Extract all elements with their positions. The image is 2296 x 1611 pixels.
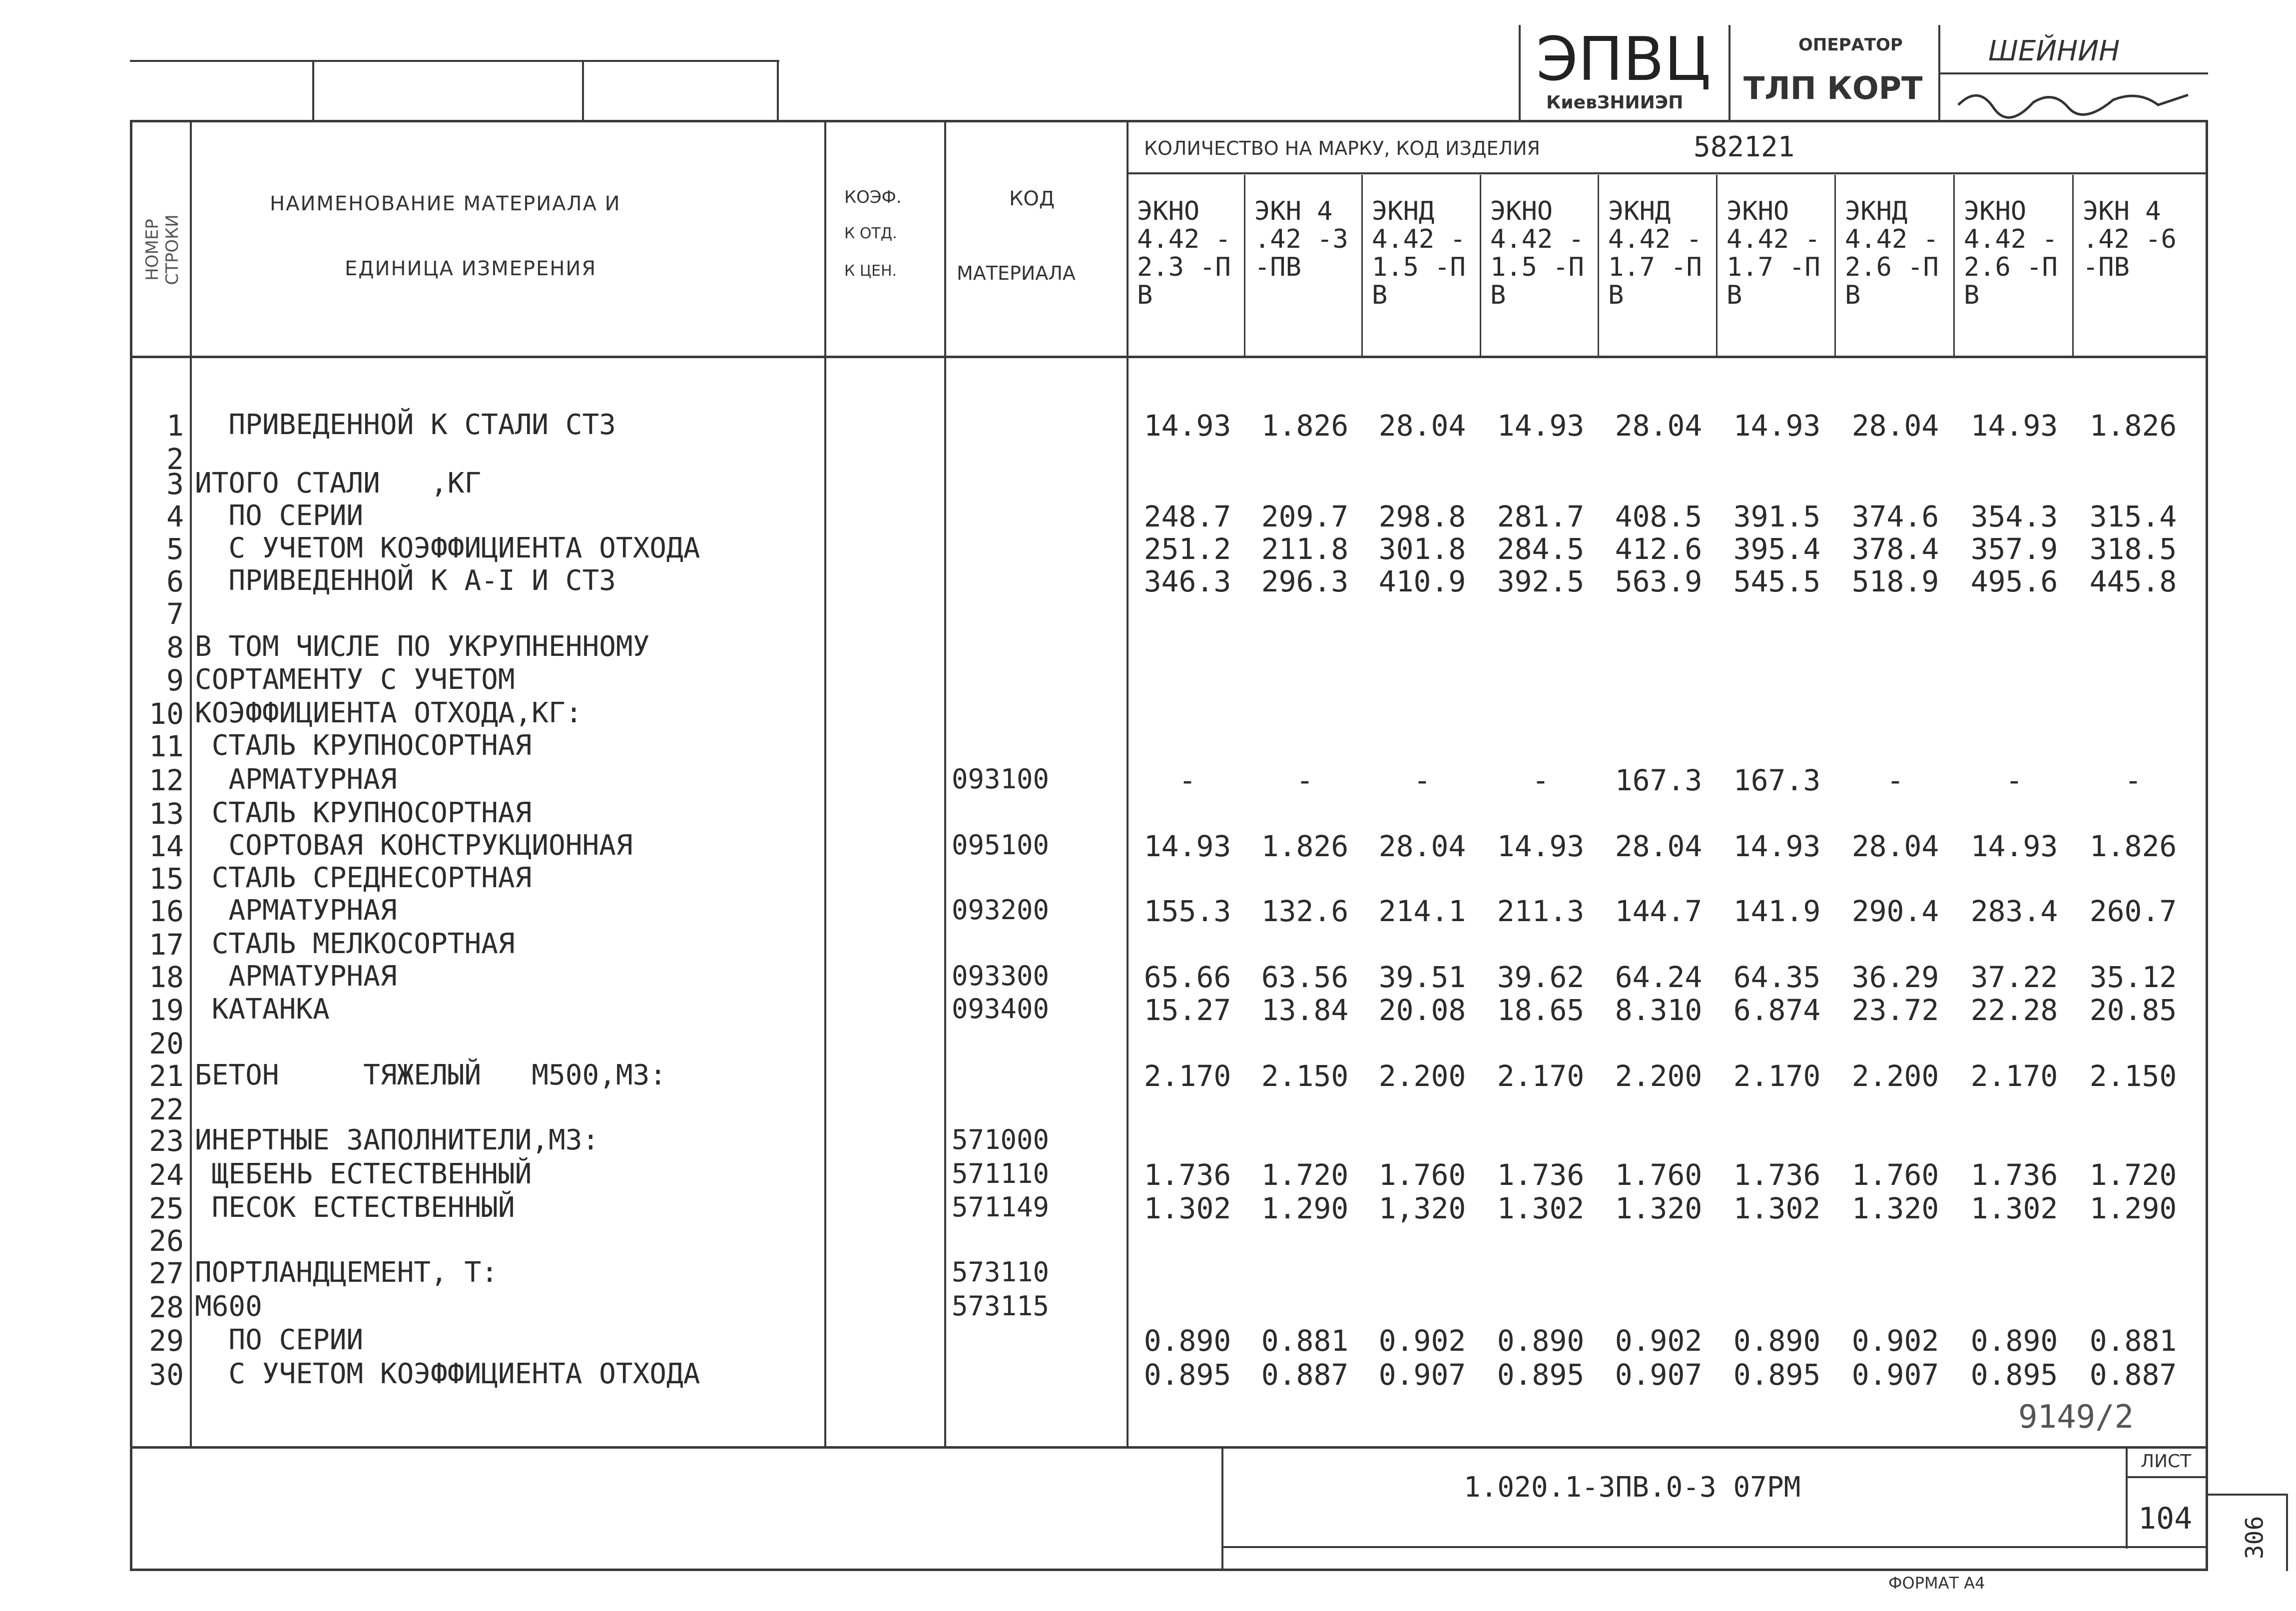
mark-col-line (1716, 175, 1718, 356)
quantity-cell: 1.302 (1733, 1191, 1821, 1225)
row-number: 9 (166, 663, 184, 697)
quantity-cell: 318.5 (2089, 532, 2177, 566)
quantity-cell: 1.826 (1261, 409, 1349, 443)
quantity-cell: 209.7 (1261, 500, 1349, 534)
frame-right-line (2206, 120, 2208, 1571)
quantity-cell: 412.6 (1615, 532, 1703, 566)
quantity-cell: 0.890 (1733, 1324, 1821, 1358)
quantity-cell: 14.93 (1733, 829, 1821, 863)
row-number: 21 (149, 1059, 184, 1093)
material-code: 571110 (952, 1158, 1050, 1189)
material-code: 573110 (952, 1256, 1050, 1288)
coef-header-3: К ЦЕН. (844, 262, 897, 280)
quantity-cell: 0.895 (1497, 1358, 1585, 1392)
quantity-cell: 0.895 (1970, 1358, 2058, 1392)
quantity-cell: - (1296, 763, 1314, 797)
quantity-cell: 22.28 (1970, 993, 2058, 1027)
row-number: 4 (166, 500, 184, 534)
quantity-cell: 0.907 (1615, 1358, 1703, 1392)
quantity-cell: 248.7 (1144, 500, 1231, 534)
side-box-line (2208, 1494, 2288, 1496)
material-name: ПЕСОК ЕСТЕСТВЕННЫЙ (195, 1191, 515, 1224)
mark-col-line (1244, 175, 1245, 356)
material-name: ИТОГО СТАЛИ ,КГ (195, 467, 482, 500)
mark-header: ЭКН 4 .42 -6 -ПВ (2083, 196, 2177, 282)
row-number: 10 (149, 697, 184, 731)
material-name: КОЭФФИЦИЕНТА ОТХОДА,КГ: (195, 697, 582, 729)
quantity-header-label: КОЛИЧЕСТВО НА МАРКУ, КОД ИЗДЕЛИЯ (1144, 137, 1540, 159)
quantity-cell: 283.4 (1970, 894, 2058, 928)
footer-divider (1221, 1446, 1223, 1571)
quantity-cell: 155.3 (1144, 894, 1231, 928)
quantity-cell: - (1178, 763, 1196, 797)
row-number-label: НОМЕР СТРОКИ (142, 214, 182, 285)
row-number: 7 (166, 597, 184, 631)
row-number: 1 (166, 409, 184, 443)
quantity-cell: 0.907 (1851, 1358, 1939, 1392)
quantity-cell: 14.93 (1497, 829, 1585, 863)
row-number: 11 (149, 729, 184, 763)
quantity-cell: 167.3 (1615, 763, 1703, 797)
quantity-cell: 0.887 (2089, 1358, 2177, 1392)
mark-header: ЭКНО 4.42 - 2.6 -П В (1964, 196, 2058, 310)
quantity-cell: 1.320 (1851, 1191, 1939, 1225)
row-number: 16 (149, 894, 184, 928)
quantity-cell: 36.29 (1851, 960, 1939, 994)
operator-label: ОПЕРАТОР (1798, 35, 1903, 55)
code-header-1: КОД (1009, 187, 1055, 210)
quantity-cell: - (2124, 763, 2142, 797)
quantity-cell: 35.12 (2089, 960, 2177, 994)
mark-header: ЭКНД 4.42 - 1.7 -П В (1608, 196, 1702, 310)
material-name: ИНЕРТНЫЕ ЗАПОЛНИТЕЛИ,М3: (195, 1124, 599, 1156)
quantity-cell: 0.890 (1144, 1324, 1231, 1358)
row-number: 28 (149, 1290, 184, 1324)
material-name: ПРИВЕДЕННОЙ К А-I И СТ3 (195, 564, 616, 597)
mark-col-line (1834, 175, 1836, 356)
mark-header: ЭКН 4 .42 -3 -ПВ (1254, 196, 1348, 282)
material-code: 573115 (952, 1290, 1050, 1322)
header-bottom-line (130, 356, 2208, 358)
material-name: ПРИВЕДЕННОЙ К СТАЛИ СТ3 (195, 409, 616, 441)
operator-value: ТЛП КОРТ (1743, 70, 1923, 106)
material-name-header-2: ЕДИНИЦА ИЗМЕРЕНИЯ (345, 257, 597, 280)
row-number: 2 (166, 442, 184, 476)
code-header-2: МАТЕРИАЛА (957, 262, 1076, 284)
inventory-number: 9149/2 (2018, 1399, 2134, 1436)
quantity-cell: 1.736 (1970, 1158, 2058, 1192)
material-name: ЩЕБЕНЬ ЕСТЕСТВЕННЫЙ (195, 1158, 532, 1190)
top-box-line (130, 60, 779, 62)
material-name: В ТОМ ЧИСЛЕ ПО УКРУПНЕННОМУ (195, 630, 650, 663)
material-name: М600 (195, 1290, 262, 1323)
row-number: 3 (166, 467, 184, 501)
quantity-cell: 2.150 (2089, 1059, 2177, 1093)
quantity-cell: 346.3 (1144, 564, 1231, 598)
quantity-cell: 1.302 (1970, 1191, 2058, 1225)
quantity-cell: 495.6 (1970, 564, 2058, 598)
mark-col-line (1480, 175, 1481, 356)
quantity-cell: 0.887 (1261, 1358, 1349, 1392)
quantity-cell: 1.720 (2089, 1158, 2177, 1192)
quantity-cell: 37.22 (1970, 960, 2058, 994)
quantity-cell: 1,320 (1378, 1191, 1466, 1225)
quantity-cell: 65.66 (1144, 960, 1231, 994)
material-name: КАТАНКА (195, 993, 330, 1026)
quantity-cell: 28.04 (1851, 409, 1939, 443)
quantity-cell: 167.3 (1733, 763, 1821, 797)
quantity-cell: 0.895 (1733, 1358, 1821, 1392)
quantity-cell: 2.170 (1144, 1059, 1231, 1093)
quantity-cell: 0.902 (1378, 1324, 1466, 1358)
quantity-cell: 2.170 (1970, 1059, 2058, 1093)
quantity-cell: 14.93 (1970, 409, 2058, 443)
quantity-cell: 1.290 (1261, 1191, 1349, 1225)
rownum-col-line (190, 122, 192, 1446)
quantity-cell: 28.04 (1378, 409, 1466, 443)
quantity-cell: 214.1 (1378, 894, 1466, 928)
material-name: СТАЛЬ МЕЛКОСОРТНАЯ (195, 928, 515, 960)
quantity-cell: - (1532, 763, 1550, 797)
row-number: 30 (149, 1358, 184, 1392)
mark-col-line (1953, 175, 1955, 356)
stamp-org-sub: КиевЗНИИЭП (1546, 92, 1684, 113)
row-number: 24 (149, 1158, 184, 1192)
quantity-cell: 63.56 (1261, 960, 1349, 994)
quantity-cell: 1.302 (1144, 1191, 1231, 1225)
quantity-cell: 211.8 (1261, 532, 1349, 566)
name-col-line (824, 122, 826, 1446)
footer-inner-line (1221, 1546, 2208, 1548)
stamp-org-main: ЭПВЦ (1536, 25, 1711, 94)
quantity-cell: 296.3 (1261, 564, 1349, 598)
quantity-cell: 14.93 (1144, 829, 1231, 863)
quantity-cell: 395.4 (1733, 532, 1821, 566)
material-name: ПОРТЛАНДЦЕМЕНТ, Т: (195, 1256, 498, 1289)
quantity-cell: 1.760 (1851, 1158, 1939, 1192)
quantity-cell: 1.320 (1615, 1191, 1703, 1225)
mark-header: ЭКНО 4.42 - 1.7 -П В (1726, 196, 1820, 310)
quantity-cell: 14.93 (1970, 829, 2058, 863)
quantity-cell: 0.902 (1851, 1324, 1939, 1358)
quantity-header-line (1127, 172, 2208, 174)
material-name: БЕТОН ТЯЖЕЛЫЙ М500,М3: (195, 1059, 667, 1091)
quantity-cell: 28.04 (1615, 409, 1703, 443)
top-box-divider (312, 60, 314, 120)
row-number: 20 (149, 1027, 184, 1061)
mark-header: ЭКНО 4.42 - 2.3 -П В (1137, 196, 1231, 310)
quantity-cell: 284.5 (1497, 532, 1585, 566)
quantity-cell: 132.6 (1261, 894, 1349, 928)
top-box-divider (777, 60, 779, 120)
material-name: АРМАТУРНАЯ (195, 960, 397, 993)
footer-top-line (130, 1446, 2208, 1449)
row-number: 25 (149, 1191, 184, 1225)
signature-mark (1948, 80, 2198, 120)
format-label: ФОРМАТ А4 (1888, 1574, 1985, 1593)
quantity-cell: 315.4 (2089, 500, 2177, 534)
mark-col-line (1361, 175, 1363, 356)
quantity-cell: 1.760 (1615, 1158, 1703, 1192)
quantity-cell: 2.200 (1378, 1059, 1466, 1093)
quantity-cell: 211.3 (1497, 894, 1585, 928)
quantity-cell: 251.2 (1144, 532, 1231, 566)
quantity-cell: 392.5 (1497, 564, 1585, 598)
quantity-cell: 0.890 (1970, 1324, 2058, 1358)
quantity-cell: 357.9 (1970, 532, 2058, 566)
sheet-box-line (2126, 1476, 2208, 1478)
quantity-cell: 14.93 (1733, 409, 1821, 443)
material-name: СОРТАМЕНТУ С УЧЕТОМ (195, 663, 515, 696)
row-number: 13 (149, 797, 184, 831)
quantity-cell: 15.27 (1144, 993, 1231, 1027)
material-code: 093100 (952, 763, 1050, 795)
quantity-cell: 23.72 (1851, 993, 1939, 1027)
material-name: АРМАТУРНАЯ (195, 894, 397, 927)
quantity-cell: 1.826 (1261, 829, 1349, 863)
row-number: 23 (149, 1124, 184, 1158)
quantity-cell: 0.890 (1497, 1324, 1585, 1358)
quantity-cell: 374.6 (1851, 500, 1939, 534)
quantity-cell: 301.8 (1378, 532, 1466, 566)
product-code: 582121 (1694, 131, 1795, 163)
quantity-cell: 0.881 (2089, 1324, 2177, 1358)
quantity-cell: 260.7 (2089, 894, 2177, 928)
top-box-divider (582, 60, 584, 120)
sheet-label: ЛИСТ (2141, 1451, 2192, 1472)
quantity-cell: 141.9 (1733, 894, 1821, 928)
row-number: 26 (149, 1224, 184, 1258)
row-number: 5 (166, 532, 184, 566)
material-name-header-1: НАИМЕНОВАНИЕ МАТЕРИАЛА И (270, 192, 621, 215)
quantity-cell: 408.5 (1615, 500, 1703, 534)
material-name: АРМАТУРНАЯ (195, 763, 397, 796)
quantity-cell: 2.150 (1261, 1059, 1349, 1093)
material-code: 093300 (952, 960, 1050, 992)
material-code: 095100 (952, 829, 1050, 861)
coef-header-1: КОЭФ. (844, 187, 902, 207)
quantity-cell: 0.902 (1615, 1324, 1703, 1358)
quantity-cell: 1.826 (2089, 409, 2177, 443)
quantity-cell: 391.5 (1733, 500, 1821, 534)
material-name: С УЧЕТОМ КОЭФФИЦИЕНТА ОТХОДА (195, 532, 700, 564)
document-code: 1.020.1-3ПВ.0-3 07РМ (1464, 1471, 1801, 1504)
quantity-cell: 298.8 (1378, 500, 1466, 534)
quantity-cell: 2.200 (1851, 1059, 1939, 1093)
quantity-cell: 20.08 (1378, 993, 1466, 1027)
side-box-line (2286, 1494, 2288, 1571)
quantity-cell: 445.8 (2089, 564, 2177, 598)
material-code: 093400 (952, 993, 1050, 1025)
row-number: 18 (149, 960, 184, 994)
quantity-cell: - (2005, 763, 2023, 797)
quantity-cell: 1.760 (1378, 1158, 1466, 1192)
quantity-cell: 18.65 (1497, 993, 1585, 1027)
quantity-cell: 410.9 (1378, 564, 1466, 598)
quantity-cell: 39.51 (1378, 960, 1466, 994)
quantity-cell: 354.3 (1970, 500, 2058, 534)
quantity-cell: 2.170 (1733, 1059, 1821, 1093)
coef-col-line (944, 122, 946, 1446)
quantity-cell: 1.290 (2089, 1191, 2177, 1225)
quantity-cell: 14.93 (1144, 409, 1231, 443)
mark-header: ЭКНД 4.42 - 2.6 -П В (1845, 196, 1939, 310)
quantity-cell: 8.310 (1615, 993, 1703, 1027)
material-name: СТАЛЬ КРУПНОСОРТНАЯ (195, 797, 532, 829)
quantity-cell: 64.35 (1733, 960, 1821, 994)
material-name: ПО СЕРИИ (195, 500, 364, 532)
mark-header: ЭКНО 4.42 - 1.5 -П В (1490, 196, 1584, 310)
material-code: 093200 (952, 894, 1050, 926)
stamp-block (1519, 25, 2208, 122)
material-code: 571149 (952, 1191, 1050, 1223)
quantity-cell: 64.24 (1615, 960, 1703, 994)
quantity-cell: 1.736 (1497, 1158, 1585, 1192)
quantity-cell: 378.4 (1851, 532, 1939, 566)
quantity-cell: 290.4 (1851, 894, 1939, 928)
row-number: 15 (149, 862, 184, 896)
material-name: СТАЛЬ КРУПНОСОРТНАЯ (195, 729, 532, 762)
quantity-cell: 28.04 (1378, 829, 1466, 863)
mark-col-line (2072, 175, 2074, 356)
quantity-cell: 1.302 (1497, 1191, 1585, 1225)
quantity-cell: - (1886, 763, 1904, 797)
sheet-box-line (2126, 1446, 2128, 1549)
row-number: 12 (149, 763, 184, 797)
material-name: СТАЛЬ СРЕДНЕСОРТНАЯ (195, 862, 532, 894)
row-number: 27 (149, 1256, 184, 1290)
quantity-cell: 28.04 (1615, 829, 1703, 863)
quantity-cell: 518.9 (1851, 564, 1939, 598)
material-name: С УЧЕТОМ КОЭФФИЦИЕНТА ОТХОДА (195, 1358, 700, 1390)
side-page-number: 306 (2241, 1516, 2269, 1560)
signature-name: ШЕЙНИН (1988, 35, 2120, 67)
row-number: 29 (149, 1324, 184, 1358)
material-name: СОРТОВАЯ КОНСТРУКЦИОННАЯ (195, 829, 633, 862)
quantity-cell: 1.736 (1733, 1158, 1821, 1192)
quantity-cell: 28.04 (1851, 829, 1939, 863)
quantity-cell: 6.874 (1733, 993, 1821, 1027)
frame-bottom-line (130, 1569, 2208, 1571)
quantity-cell: 1.720 (1261, 1158, 1349, 1192)
mark-header: ЭКНД 4.42 - 1.5 -П В (1372, 196, 1466, 310)
coef-header-2: К ОТД. (844, 225, 897, 242)
quantity-cell: 281.7 (1497, 500, 1585, 534)
row-number: 19 (149, 993, 184, 1027)
quantity-cell: - (1413, 763, 1431, 797)
mark-col-line (1598, 175, 1599, 356)
row-number: 22 (149, 1092, 184, 1126)
quantity-cell: 0.881 (1261, 1324, 1349, 1358)
row-number: 8 (166, 630, 184, 664)
quantity-cell: 2.170 (1497, 1059, 1585, 1093)
quantity-cell: 2.200 (1615, 1059, 1703, 1093)
quantity-cell: 144.7 (1615, 894, 1703, 928)
quantity-cell: 563.9 (1615, 564, 1703, 598)
row-number: 6 (166, 564, 184, 598)
quantity-cell: 545.5 (1733, 564, 1821, 598)
material-code: 571000 (952, 1124, 1050, 1155)
sheet-number: 104 (2138, 1501, 2193, 1536)
quantity-cell: 0.895 (1144, 1358, 1231, 1392)
row-number: 17 (149, 928, 184, 962)
material-name: ПО СЕРИИ (195, 1324, 364, 1356)
quantity-cell: 39.62 (1497, 960, 1585, 994)
quantity-cell: 13.84 (1261, 993, 1349, 1027)
quantity-cell: 20.85 (2089, 993, 2177, 1027)
quantity-cell: 1.826 (2089, 829, 2177, 863)
quantity-cell: 14.93 (1497, 409, 1585, 443)
quantity-cell: 0.907 (1378, 1358, 1466, 1392)
row-number: 14 (149, 829, 184, 863)
quantity-cell: 1.736 (1144, 1158, 1231, 1192)
